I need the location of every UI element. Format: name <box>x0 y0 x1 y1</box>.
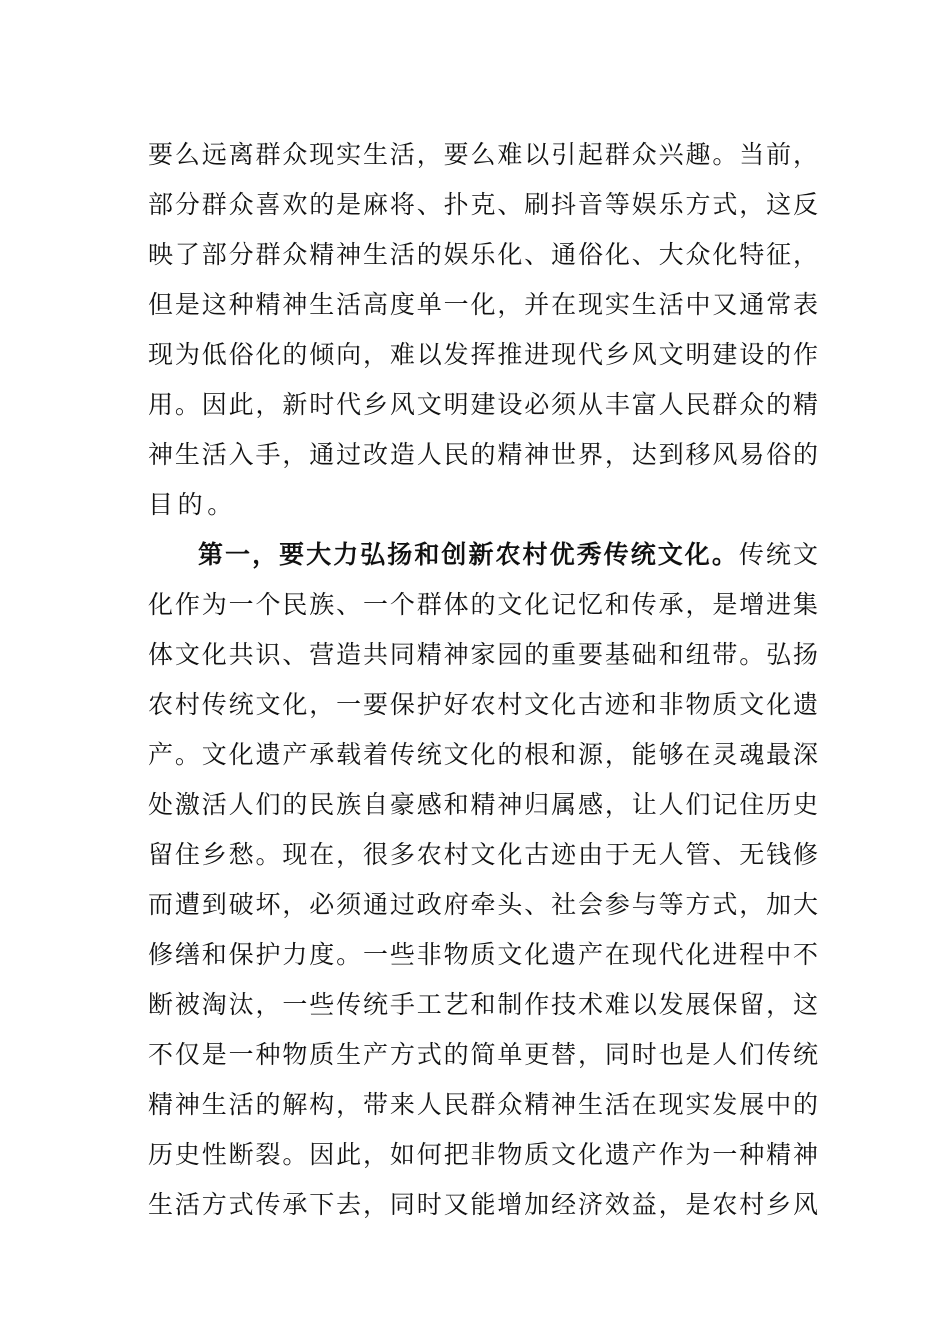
paragraph-2-line-5: 产。文化遗产承载着传统文化的根和源，能够在灵魂最深 <box>148 740 818 769</box>
paragraph-2-line-1 <box>148 530 818 580</box>
paragraph-2-line-13: 历史性断裂。因此，如何把非物质文化遗产作为一种精神 <box>148 1140 818 1169</box>
paragraph-2-line-11: 不仅是一种物质生产方式的简单更替，同时也是人们传统 <box>148 1040 818 1069</box>
paragraph-2-line-10: 断被淘汰，一些传统手工艺和制作技术难以发展保留，这 <box>148 990 818 1019</box>
paragraph-2-line-9: 修缮和保护力度。一些非物质文化遗产在现代化进程中不 <box>148 940 818 969</box>
paragraph-1-line-4: 但是这种精神生活高度单一化，并在现实生活中又通常表 <box>148 290 818 319</box>
paragraph-2-heading: 第一，要大力弘扬和创新农村优秀传统文化。 <box>198 540 739 569</box>
paragraph-1-line-7: 神生活入手，通过改造人民的精神世界，达到移风易俗的 <box>148 440 818 469</box>
paragraph-2-line-8: 而遭到破坏，必须通过政府牵头、社会参与等方式，加大 <box>148 890 818 919</box>
body-text <box>148 130 818 1230</box>
paragraph-2-line-6: 处激活人们的民族自豪感和精神归属感，让人们记住历史 <box>148 790 818 819</box>
paragraph-1-line-3: 映了部分群众精神生活的娱乐化、通俗化、大众化特征， <box>148 240 818 269</box>
paragraph-1-line-6: 用。因此，新时代乡风文明建设必须从丰富人民群众的精 <box>148 390 818 419</box>
paragraph-2-line-4: 农村传统文化，一要保护好农村文化古迹和非物质文化遗 <box>148 690 818 719</box>
paragraph-1-line-1: 要么远离群众现实生活，要么难以引起群众兴趣。当前， <box>148 140 818 169</box>
paragraph-1-line-2: 部分群众喜欢的是麻将、扑克、刷抖音等娱乐方式，这反 <box>148 190 818 219</box>
paragraph-2-line-12: 精神生活的解构，带来人民群众精神生活在现实发展中的 <box>148 1090 818 1119</box>
paragraph-1-line-8: 目的。 <box>148 490 237 519</box>
paragraph-2-line-3: 体文化共识、营造共同精神家园的重要基础和纽带。弘扬 <box>148 640 818 669</box>
paragraph-2-line-7: 留住乡愁。现在，很多农村文化古迹由于无人管、无钱修 <box>148 840 818 869</box>
paragraph-2-line-1-rest: 传统文 <box>738 540 818 569</box>
paragraph-1-line-5: 现为低俗化的倾向，难以发挥推进现代乡风文明建设的作 <box>148 340 818 369</box>
paragraph-2-line-2: 化作为一个民族、一个群体的文化记忆和传承，是增进集 <box>148 590 818 619</box>
paragraph-2-line-14: 生活方式传承下去，同时又能增加经济效益，是农村乡风 <box>148 1190 818 1219</box>
